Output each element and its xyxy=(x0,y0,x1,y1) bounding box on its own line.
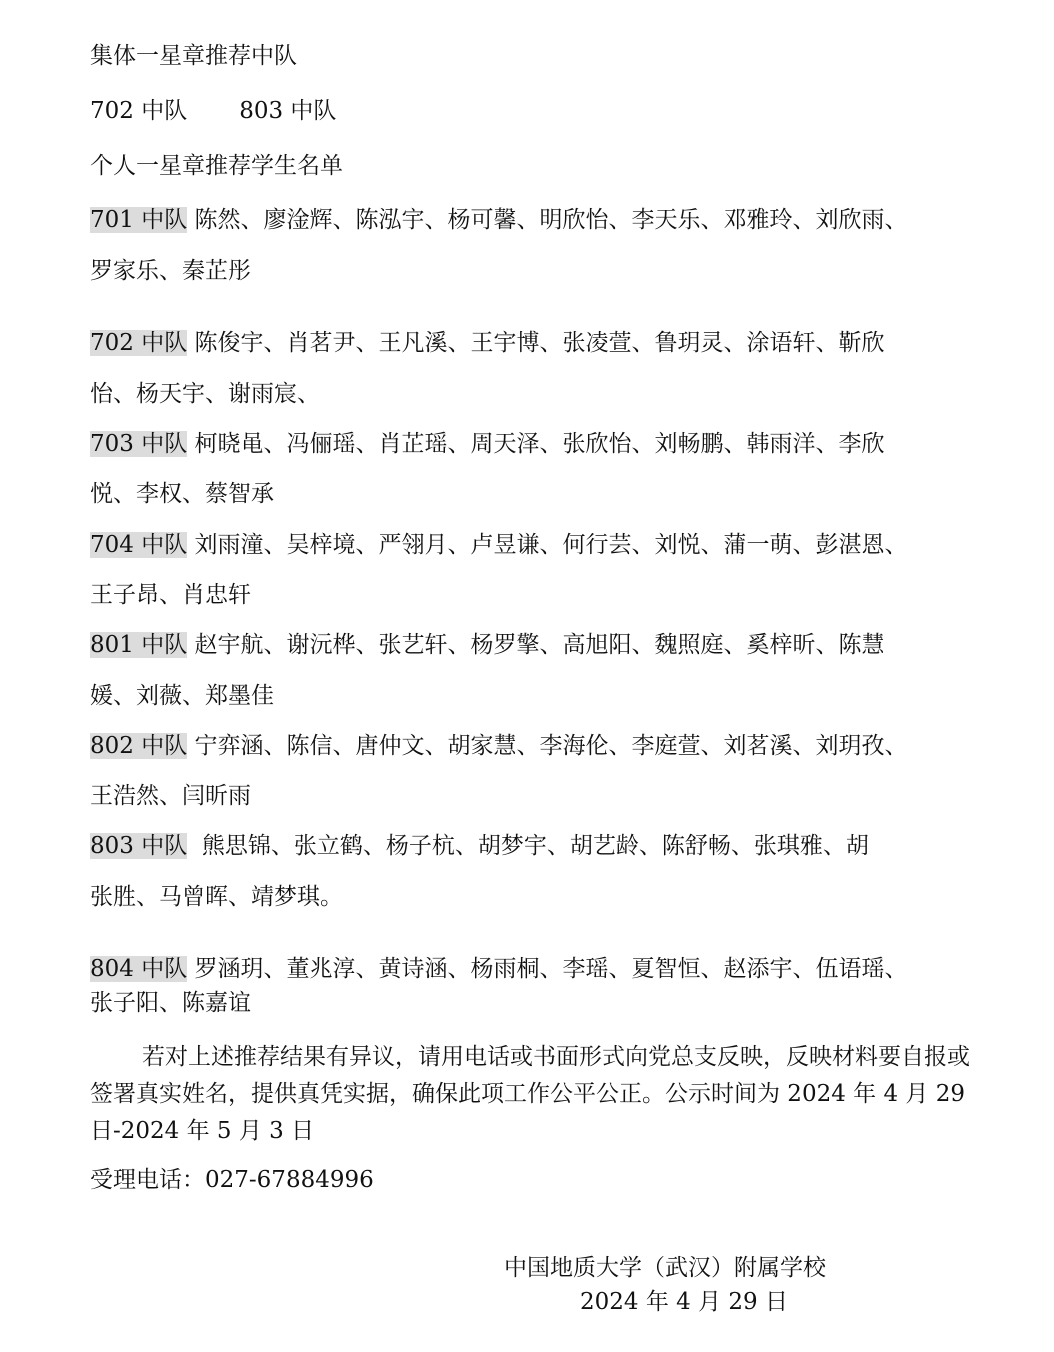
squad-label: 804 中队 xyxy=(90,956,188,982)
signature-organization: 中国地质大学（武汉）附属学校 xyxy=(504,1255,826,1281)
squad-label: 801 中队 xyxy=(90,632,188,658)
squad-703-line2: 悦、李权、蔡智承 xyxy=(90,481,274,507)
individual-heading: 个人一星章推荐学生名单 xyxy=(90,153,343,179)
student-names: 熊思锦、张立鹤、杨子杭、胡梦宇、胡艺龄、陈舒畅、张琪雅、胡 xyxy=(201,833,869,859)
squad-702-line1 xyxy=(90,328,885,358)
signature-date: 2024 年 4 月 29 日 xyxy=(580,1289,788,1315)
squad-label: 703 中队 xyxy=(90,431,188,457)
squad-label: 701 中队 xyxy=(90,207,188,233)
collective-squad-803: 803 中队 xyxy=(239,98,337,124)
notice-text: 若对上述推荐结果有异议，请用电话或书面形式向党总支反映，反映材料要自报或签署真实姓名，提供真凭实据，确保此项工作公平公正。公示时间为 2024 年 4 月 29 日-2024 年 5 月 3 日 xyxy=(90,1044,970,1144)
squad-801-line2: 媛、刘薇、郑墨佳 xyxy=(90,683,274,709)
student-names: 柯晓黾、冯俪瑶、肖芷瑶、周天泽、张欣怡、刘畅鹏、韩雨洋、李欣 xyxy=(194,431,885,457)
squad-803-line2: 张胜、马曾晖、靖梦琪。 xyxy=(90,884,343,910)
student-names: 刘雨潼、吴梓境、严翎月、卢昱谦、何行芸、刘悦、蒲一萌、彭湛恩、 xyxy=(194,532,908,558)
squad-label: 802 中队 xyxy=(90,733,188,759)
collective-squad-702: 702 中队 xyxy=(90,98,188,124)
student-names: 宁弈涵、陈信、唐仲文、胡家慧、李海伦、李庭萱、刘茗溪、刘玥孜、 xyxy=(194,733,908,759)
squad-704-line2: 王子昂、肖忠轩 xyxy=(90,582,251,608)
squad-label: 704 中队 xyxy=(90,532,188,558)
squad-703-line1 xyxy=(90,429,885,459)
student-names: 赵宇航、谢沅桦、张艺轩、杨罗擎、高旭阳、魏照庭、奚梓昕、陈慧 xyxy=(194,632,885,658)
squad-801-line1 xyxy=(90,630,885,660)
objection-notice xyxy=(90,1039,990,1150)
collective-heading: 集体一星章推荐中队 xyxy=(90,43,297,69)
squad-702-line2: 怡、杨天宇、谢雨宸、 xyxy=(90,381,320,407)
student-names: 陈然、廖淦辉、陈泓宇、杨可馨、明欣怡、李天乐、邓雅玲、刘欣雨、 xyxy=(194,207,908,233)
squad-label: 803 中队 xyxy=(90,833,188,859)
squad-802-line1 xyxy=(90,731,908,761)
squad-804-line2: 张子阳、陈嘉谊 xyxy=(90,990,251,1016)
collective-squads xyxy=(90,96,336,126)
student-names: 罗涵玥、董兆淳、黄诗涵、杨雨桐、李瑶、夏智恒、赵添宇、伍语瑶、 xyxy=(194,956,908,982)
squad-802-line2: 王浩然、闫昕雨 xyxy=(90,783,251,809)
contact-phone: 受理电话：027-67884996 xyxy=(90,1167,374,1193)
student-names: 陈俊宇、肖茗尹、王凡溪、王宇博、张凌萱、鲁玥灵、涂语轩、靳欣 xyxy=(194,330,885,356)
squad-804-line1 xyxy=(90,954,908,984)
squad-701-line2: 罗家乐、秦芷彤 xyxy=(90,258,251,284)
squad-701-line1 xyxy=(90,205,908,235)
squad-704-line1 xyxy=(90,530,908,560)
squad-label: 702 中队 xyxy=(90,330,188,356)
squad-803-line1 xyxy=(90,831,869,861)
